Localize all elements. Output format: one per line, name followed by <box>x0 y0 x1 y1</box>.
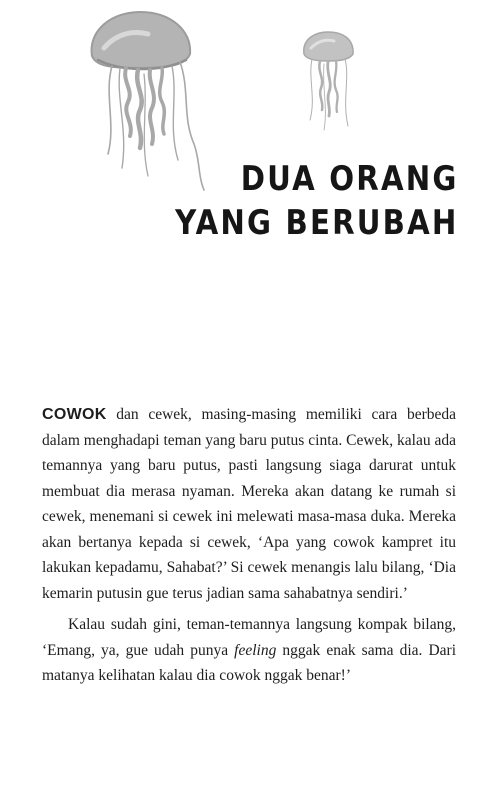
paragraph-1 <box>42 402 456 606</box>
chapter-title <box>175 157 458 245</box>
paragraph-2-text-before: Kalau sudah gini, teman-temannya langsung kompak bilang, ‘Emang, ya, gue udah punya <box>42 616 456 659</box>
chapter-title-line-1: DUA ORANG <box>240 159 458 199</box>
body-text <box>42 402 456 689</box>
paragraph-1-text: dan cewek, masing-masing memiliki cara berbeda dalam menghadapi teman yang baru putus cinta. Cewek, kalau ada temannya yang baru putus, pasti langsung siaga darurat untuk membuat dia merasa nyaman. Mereka akan datang ke rumah si cewek, menemani si cewek ini melewati masa-masa duka. Mereka akan bertanya kepada si cewek, ‘Apa yang cowok kampret itu lakukan kepadamu, Sahabat?’ Si cewek menangis lalu bilang, ‘Dia kemarin putusin gue terus jadian sama sahabatnya sendiri.’ <box>42 406 456 602</box>
lead-word: COWOK <box>42 406 107 423</box>
paragraph-2 <box>42 612 456 689</box>
jellyfish-small-illustration <box>298 28 360 132</box>
paragraph-2-text-after: nggak enak sama dia. Dari matanya kelihatan kalau dia cowok nggak benar!’ <box>42 641 456 684</box>
chapter-title-line-2: YANG BERUBAH <box>174 203 458 243</box>
italic-word: feeling <box>234 641 277 659</box>
